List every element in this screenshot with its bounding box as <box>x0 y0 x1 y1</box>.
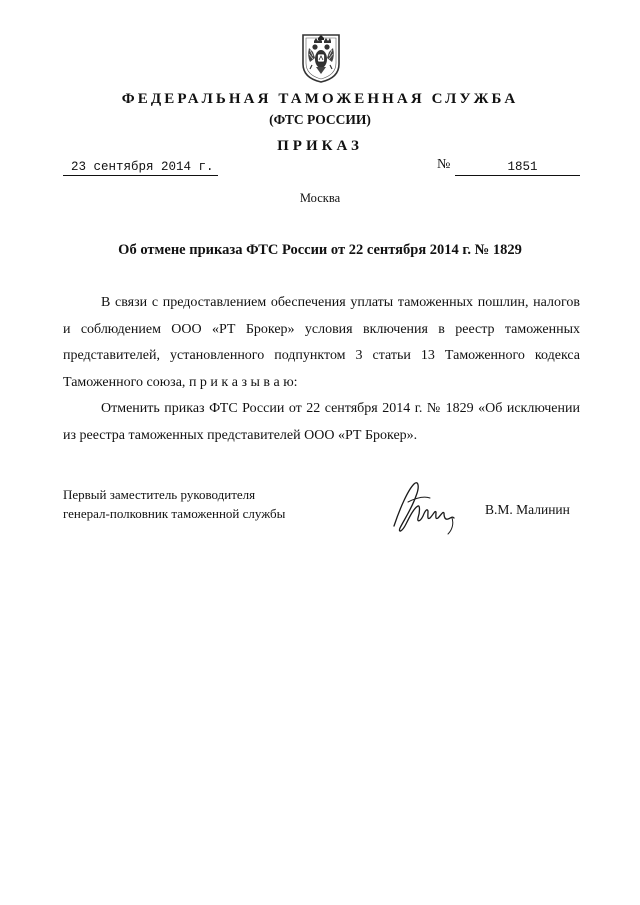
order-number-sign: № <box>437 157 451 172</box>
document-title: Об отмене приказа ФТС России от 22 сентября 2014 г. № 1829 <box>118 242 522 258</box>
handwritten-signature-icon <box>390 478 470 538</box>
body-paragraph-2: Отменить приказ ФТС России от 22 сентября 2014 г. № 1829 «Об исключении из реестра таможенных представителей ООО «РТ Брокер». <box>63 401 580 443</box>
directive-word: п р и к а з ы в а ю: <box>188 374 298 390</box>
signer-position <box>63 485 363 523</box>
agency-name: ФЕДЕРАЛЬНАЯ ТАМОЖЕННАЯ СЛУЖБА <box>121 91 519 107</box>
coat-of-arms-icon <box>301 32 341 84</box>
signature-svg <box>390 478 470 538</box>
order-date: 23 сентября 2014 г. <box>63 160 218 176</box>
order-number: 1851 <box>455 160 580 176</box>
signer-position-line-1: Первый заместитель руководителя <box>63 487 256 502</box>
agency-short-name: (ФТС РОССИИ) <box>269 112 371 127</box>
coat-of-arms-svg <box>301 32 341 84</box>
paragraph-1-text: В связи с предоставлением обеспечения уплаты таможенных пошлин, налогов и соблюдением ООО «РТ Брокер» условия включения в реестр таможенных представителей, установленного подпунктом 3 статьи 13 Таможенного кодекса Таможенного союза, <box>63 295 580 390</box>
document-type: ПРИКАЗ <box>277 138 363 154</box>
body-paragraph-1 <box>63 290 580 396</box>
city: Москва <box>299 191 341 205</box>
signer-name: В.М. Малинин <box>485 502 570 517</box>
signer-position-line-2: генерал-полковник таможенной службы <box>63 506 286 521</box>
